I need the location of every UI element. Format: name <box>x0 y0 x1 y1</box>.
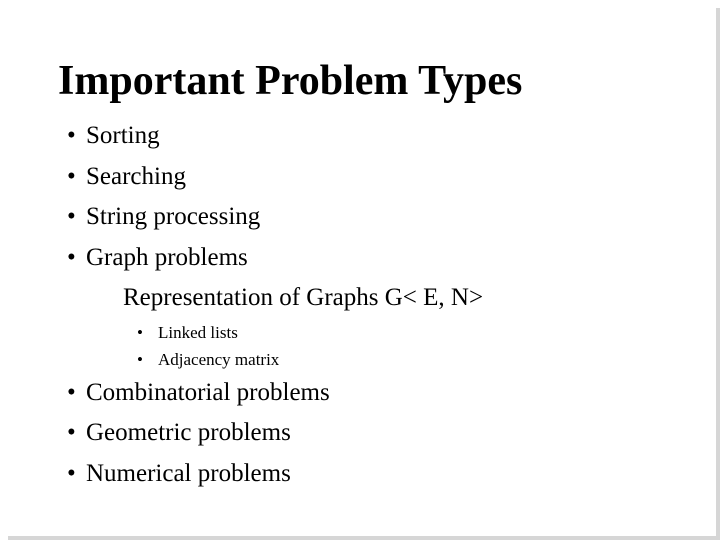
bullet-marker: • <box>67 243 76 271</box>
graph-representation-heading: Representation of Graphs G< E, N> <box>123 284 484 311</box>
list-item-geometric-problems <box>67 413 483 454</box>
list-item-label: Numerical problems <box>86 459 291 487</box>
nested-bullet-list <box>67 319 483 373</box>
list-item-label: Graph problems <box>86 243 248 271</box>
list-item-label: String processing <box>86 203 261 230</box>
nested-list-item-label: Adjacency matrix <box>158 349 280 369</box>
bullet-marker: • <box>137 349 143 369</box>
bullet-list <box>67 116 483 494</box>
list-item-label: Combinatorial problems <box>86 378 330 406</box>
list-item-label: Sorting <box>86 122 160 149</box>
slide-shadow-right <box>716 8 720 540</box>
nested-list-item-linked-lists <box>137 319 483 346</box>
bullet-marker: • <box>67 162 76 190</box>
list-item-label: Searching <box>86 162 186 190</box>
bullet-marker: • <box>67 122 76 149</box>
bullet-marker: • <box>137 322 143 342</box>
list-item-label: Geometric problems <box>86 419 291 446</box>
bullet-marker: • <box>67 378 76 406</box>
slide-title: Important Problem Types <box>58 58 523 104</box>
nested-list-item-label: Linked lists <box>158 322 238 342</box>
nested-list-item-adjacency-matrix <box>137 346 483 373</box>
bullet-marker: • <box>67 203 76 230</box>
list-item-searching <box>67 157 483 198</box>
list-item-graph-problems <box>67 238 483 279</box>
list-item-sorting <box>67 116 483 157</box>
graph-representation-block <box>67 319 483 373</box>
bullet-marker: • <box>67 459 76 487</box>
list-item-string-processing <box>67 197 483 238</box>
bullet-marker: • <box>67 419 76 446</box>
list-item-numerical-problems <box>67 454 483 495</box>
slide-shadow-bottom <box>8 536 720 540</box>
list-item-combinatorial-problems <box>67 373 483 414</box>
